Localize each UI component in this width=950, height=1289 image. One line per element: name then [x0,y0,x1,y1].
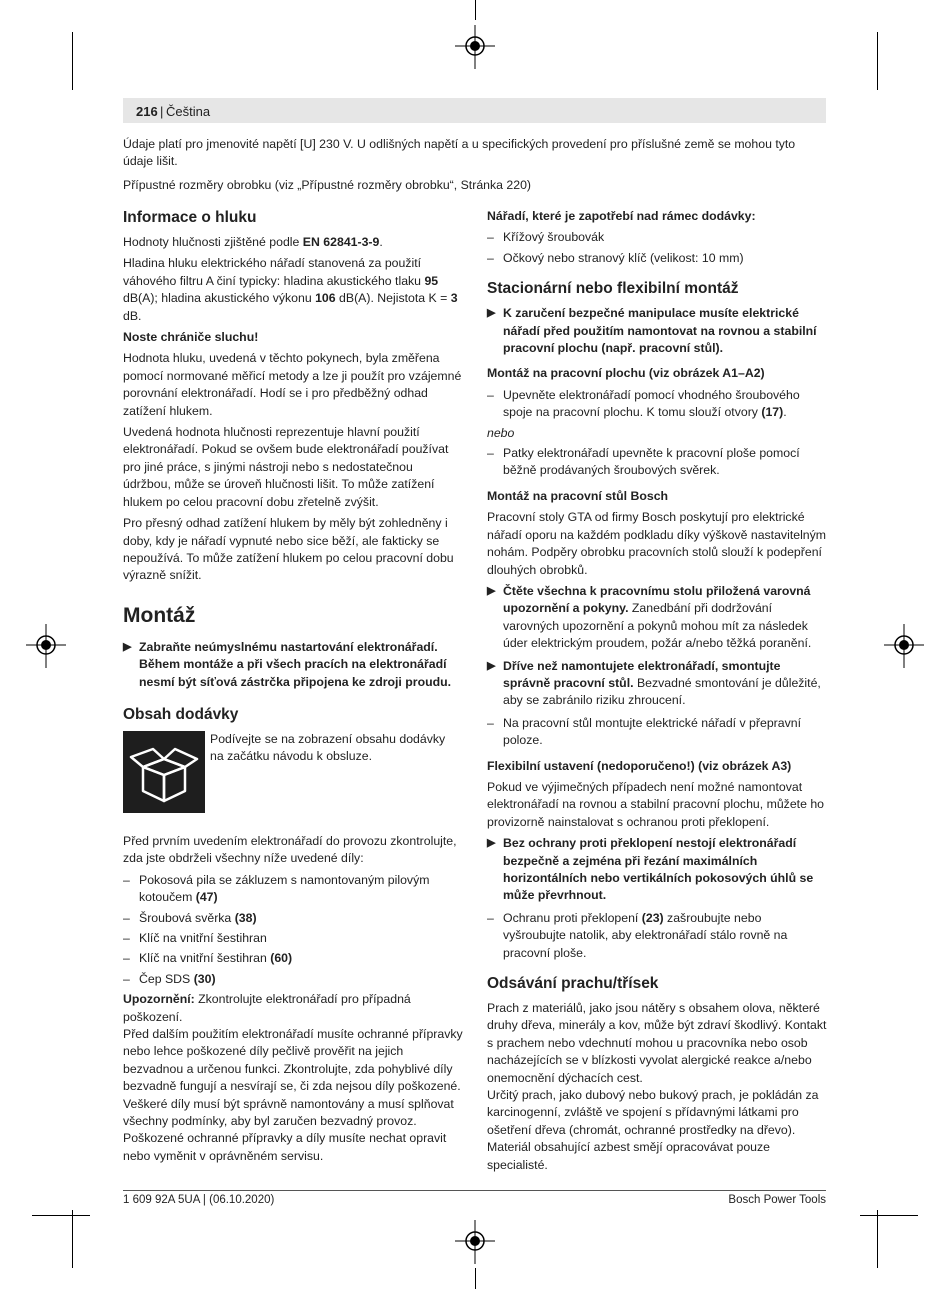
list-item: – Klíč na vnitřní šestihran (60) [123,951,293,966]
flex-paragraph: Pokud ve výjimečných případech není možné namontovat elektronářadí na rovnou a stabilní pracovní plochu, můžete ho provizorně nainstalovat s ochranou proti překlopení. [487,779,825,829]
list-item: – Očkový nebo stranový klíč (velikost: 10 mm) [487,250,744,265]
bosch-title: Montáž na pracovní stůl Bosch [487,488,669,503]
crop-mark [32,1215,90,1216]
footer-brand: Bosch Power Tools [728,1194,826,1206]
list-item: – Upevněte elektronářadí pomocí vhodného šroubového spoje na pracovní plochu. K tomu slouží otvory (17). [487,387,800,420]
list-item: – Patky elektronářadí upevněte k pracovní ploše pomocí běžně prodávaných šroubových svěrek. [487,446,800,478]
footer-doc-id: 1 609 92A 5UA | (06.10.2020) [123,1194,275,1206]
crop-mark [475,1268,476,1289]
crop-mark [877,1210,878,1268]
note-paragraph-2: Před dalším použitím elektronářadí musíte ochranné přípravky nebo lehce poškozené díly pečlivě prověřit na jejich bezvadnou a určenou funkci. Zkontrolujte, zda pohyblivé díly bezvadně fungují a nesvírají se, či zda nejsou díly poškozené. Veškeré díly musí být správně namontovány a musí splňovat všechny podmínky, aby byl zaručen bezvadný provoz. [123,1027,463,1129]
section-title-dust: Odsávání prachu/třísek [487,975,659,993]
registration-mark-icon [26,624,66,668]
section-title-noise: Informace o hluku [123,209,257,226]
nebo-label: nebo [487,425,515,440]
delivery-items-list [123,872,463,988]
list-item: – Šroubová svěrka (38) [123,910,257,925]
list-item: – Klíč na vnitřní šestihran [123,930,267,945]
list-item: – Křížový šroubovák [487,230,605,245]
obsah-box-area [123,731,463,813]
list-item: – Pokosová pila se zákluzem s namontovaným pilovým kotoučem (47) [123,872,430,905]
section-title-montaz: Montáž [123,603,196,627]
section-title-stacionarni: Stacionární nebo flexibilní montáž [487,280,739,298]
obsah-icon-caption: Podívejte se na zobrazení obsahu dodávky na začátku návodu k obsluze. [210,731,446,764]
noise-paragraph-4: Uvedená hodnota hlučnosti reprezentuje hlavní použití elektronářadí. Pokud se ovšem bude elektronářadí používat pro jiné práce, s jinými nástroji nebo s nedostatečnou údržbou, může se úroveň hlučnosti lišit. To může zatížení hlukem po celou pracovní dobu zřetelně zvýšit. [123,425,449,509]
header-separator: | [160,104,164,119]
open-box-icon [123,731,205,813]
bosch-warning-1: ▶ Čtěte všechna k pracovnímu stolu přiložená varovná upozornění a pokyny. Zanedbání při dodržování varovných upozornění a pokynů mohou mít za následek úder elektrickým proudem, požár a/nebo těžká poranění. [487,583,812,651]
bosch-warning-2: ▶ Dříve než namontujete elektronářadí, smontujte správně pracovní stůl. Bezvadné smontování je důležité, aby se zabránilo riziku zhroucení. [487,658,821,708]
triangle-arrow-icon: ▶ [123,640,132,653]
registration-mark-icon [884,624,924,668]
flex-warning: ▶ Bez ochrany proti překlopení nestojí elektronářadí bezpečně a zejména při řezání maximálních horizontálních nebo vertikálních pokosových úhlů se může převrhnout. [487,836,814,903]
stacionarni-warning: ▶ K zaručení bezpečné manipulace musíte elektrické nářadí před použitím namontovat na rovnou a stabilní pracovní plochu (např. pracovní stůl). [487,306,817,356]
header-language: Čeština [166,104,211,119]
crop-mark [475,0,476,20]
page-number: 216 [136,104,158,119]
crop-mark [860,1215,918,1216]
triangle-arrow-icon: ▶ [487,307,496,320]
registration-mark-icon [455,25,495,69]
intro-paragraph-voltage: Údaje platí pro jmenovité napětí [U] 230 V. U odlišných napětí a u specifických provedení pro příslušné země se mohou tyto údaje lišit. [123,137,796,168]
triangle-arrow-icon: ▶ [487,584,496,597]
page-header [123,98,826,123]
crop-mark [877,32,878,90]
noise-paragraph-5: Pro přesný odhad zatížení hlukem by měly být zohledněny i doby, kdy je nářadí vypnuté nebo sice běží, ale fakticky se nepoužívá. To může zatížení hlukem po celou pracovní dobu výrazně snížit. [123,516,454,583]
dust-paragraph-1: Prach z materiálů, jako jsou nátěry s obsahem olova, některé druhy dřeva, minerály a kov, může být zdraví škodlivý. Kontakt s prachem nebo vdechnutí mohou u pracovníka nebo osob nacházejících se v blízkosti vyvolat alergické reakce a/nebo onemocnění dýchacích cest. [487,1001,827,1085]
note-paragraph-3: Poškozené ochranné přípravky a díly musíte nechat opravit nebo vyměnit v oprávněném servisu. [123,1131,447,1163]
list-item: – Ochranu proti překlopení (23) zašroubujte nebo vyšroubujte natolik, aby elektronářadí stálo rovně na pracovní ploše. [487,910,788,960]
triangle-arrow-icon: ▶ [487,837,496,850]
obsah-intro-paragraph: Před prvním uvedením elektronářadí do provozu zkontrolujte, zda jste obdrželi všechny níže uvedené díly: [123,833,457,866]
section-title-obsah: Obsah dodávky [123,705,239,723]
montaz-warning: ▶ Zabraňte neúmyslnému nastartování elektronářadí. Během montáže a při všech pracích na elektronářadí nesmí být síťová zástrčka připojena ke zdroji proudu. [123,639,452,689]
registration-mark-icon [455,1220,495,1264]
plocha-title: Montáž na pracovní plochu (viz obrázek A1–A2) [487,366,765,381]
left-column [123,208,463,1165]
dust-paragraph-2: Určitý prach, jako dubový nebo bukový prach, je pokládán za karcinogenní, zvláště ve spojení s přídavnými látkami pro ošetření dřeva (chromát, ochranné prostředky na dřevo). Materiál obsahující azbest smějí opracovávat pouze specialisté. [487,1088,819,1172]
noise-standard-paragraph: Hodnoty hlučnosti zjištěné podle EN 62841-3-9. [123,235,383,249]
page-footer [123,1190,826,1206]
flex-title: Flexibilní ustavení (nedoporučeno!) (viz obrázek A3) [487,758,792,773]
crop-mark [72,1210,73,1268]
right-column [487,208,827,1174]
hearing-protection-warning: Noste chrániče sluchu! [123,330,259,345]
noise-level-paragraph: Hladina hluku elektrického nářadí stanovená za použití váhového filtru A činí typicky: hladina akustického tlaku 95 dB(A); hladina akustického výkonu 106 dB(A). Nejistota K = 3 dB. [123,256,458,323]
crop-mark [72,32,73,90]
note-paragraph: Upozornění: Zkontrolujte elektronářadí pro případná poškození. [123,992,411,1024]
triangle-arrow-icon: ▶ [487,659,496,672]
noise-paragraph-3: Hodnota hluku, uvedená v těchto pokynech, byla změřena pomocí normované měřicí metody a lze ji použít pro vzájemné porovnání elektronářadí. Hodí se i pro předběžný odhad zatížení hlukem. [123,351,462,418]
list-item: – Na pracovní stůl montujte elektrické nářadí v přepravní poloze. [487,715,802,748]
bosch-paragraph: Pracovní stoly GTA od firmy Bosch poskytují pro elektrické nářadí oporu na každém podkladu díky výškově nastavitelným nohám. Podpěry obrobku pracovních stolů slouží k podepření dlouhých obrobků. [487,510,827,577]
intro-paragraph-dimensions: Přípustné rozměry obrobku (viz „Přípustné rozměry obrobku“, Stránka 220) [123,178,532,192]
tools-title: Nářadí, které je zapotřebí nad rámec dodávky: [487,209,756,223]
list-item: – Čep SDS (30) [123,971,216,986]
